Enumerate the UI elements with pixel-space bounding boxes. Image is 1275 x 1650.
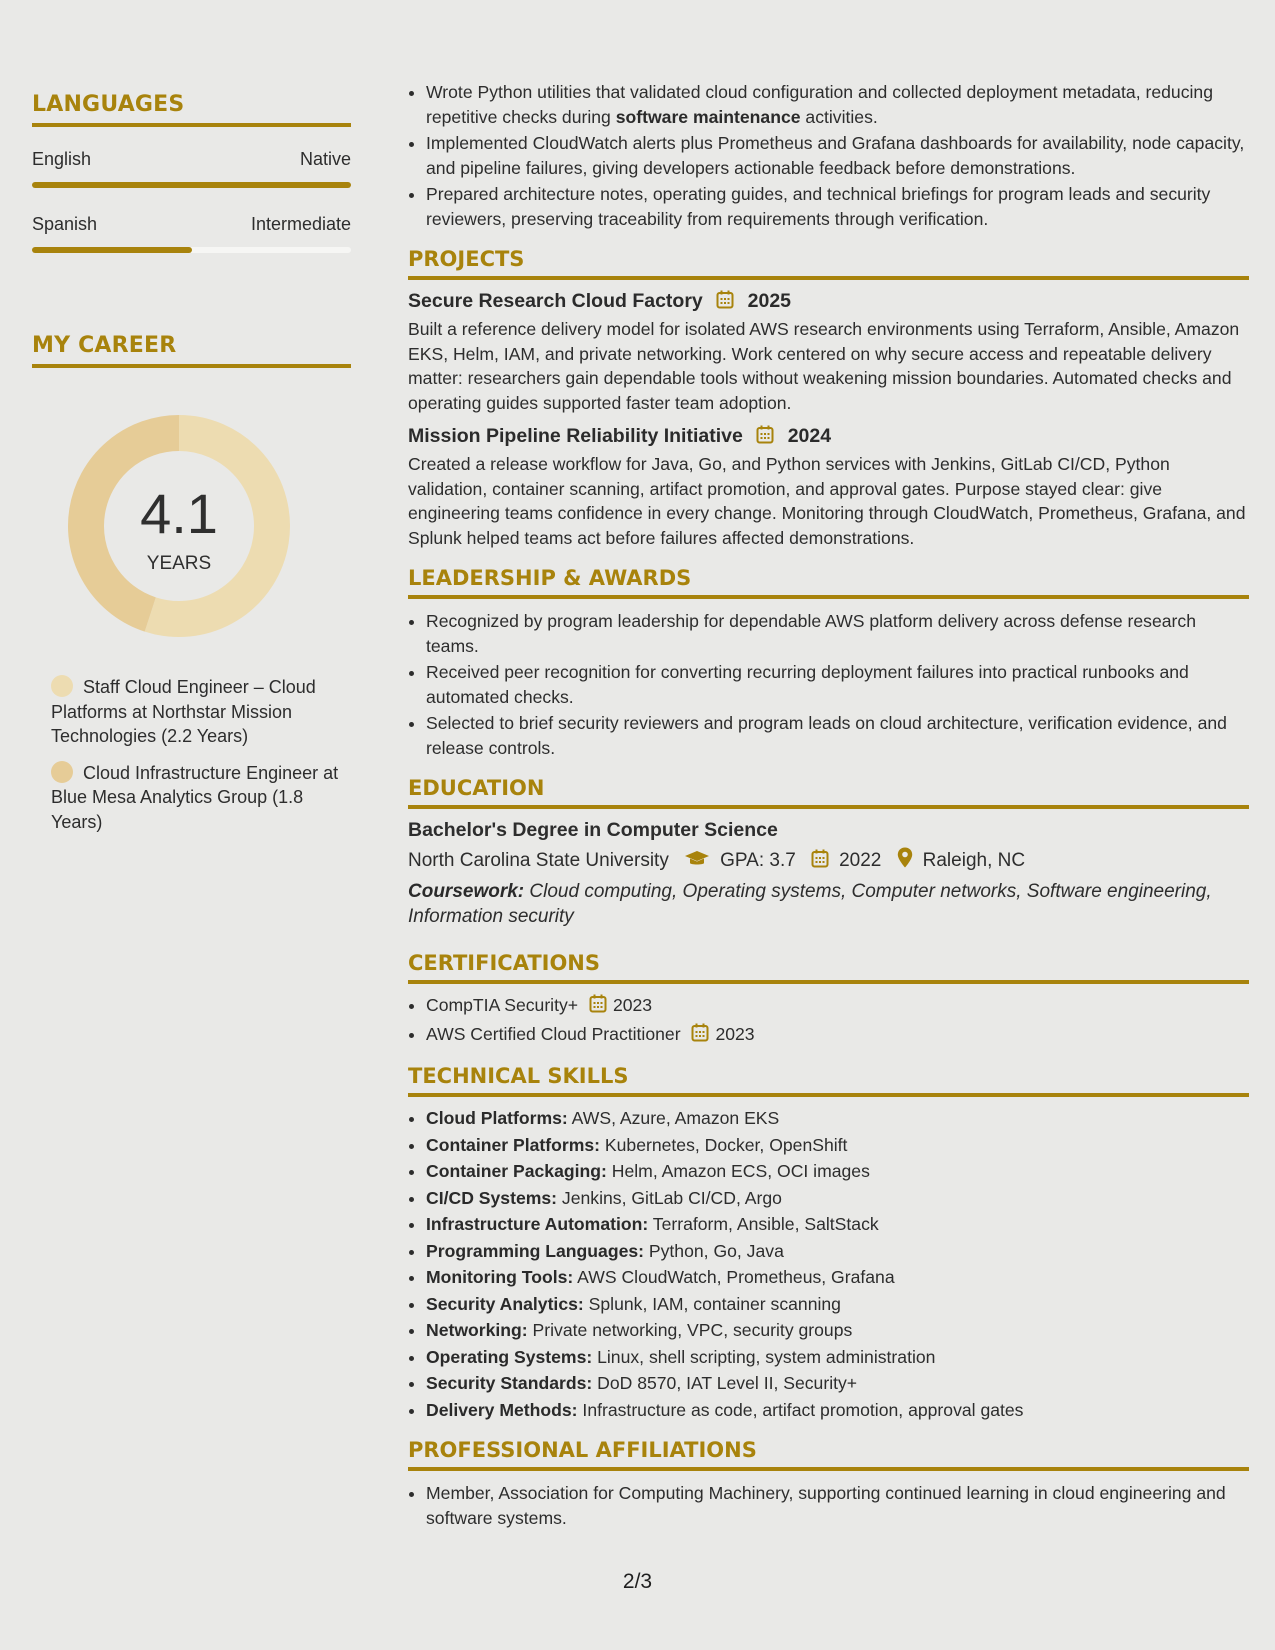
experience-bullet: [426, 182, 1249, 231]
skill-category: Container Packaging:: [426, 1161, 607, 1181]
skills-list: [408, 1106, 1249, 1422]
skill-item: [426, 1106, 1249, 1131]
skill-item: [426, 1371, 1249, 1396]
skill-item: [426, 1186, 1249, 1211]
skill-values: Helm, Amazon ECS, OCI images: [606, 1161, 870, 1181]
skill-item: [426, 1212, 1249, 1237]
project-description: Created a release workflow for Java, Go, and Python services with Jenkins, GitLab CI/CD, Python validation, container scanning, artifact promotion, and approval gates. Purpose stayed clear: give engineering teams confidence in every change. Monitoring through CloudWatch, Prometheus, Grafana, and Splunk helped teams act before failures affected demonstrations.: [408, 454, 1246, 548]
calendar-icon: [716, 290, 734, 315]
coursework: [408, 880, 1249, 929]
skill-item: [426, 1133, 1249, 1158]
project-year: 2024: [787, 425, 832, 447]
skill-values: Linux, shell scripting, system administration: [592, 1346, 936, 1367]
skill-item: [426, 1345, 1249, 1370]
skill-category: Programming Languages:: [426, 1240, 644, 1261]
skill-values: AWS CloudWatch, Prometheus, Grafana: [573, 1267, 895, 1287]
certification-year: 2023: [612, 995, 653, 1015]
certification-item: [426, 1022, 1249, 1049]
legend-dot: [51, 675, 73, 697]
language-item-english: [32, 149, 351, 188]
skills-section: [408, 1064, 1249, 1422]
career-legend-item: [51, 675, 341, 749]
calendar-icon: [756, 425, 774, 450]
project-item: [408, 290, 1249, 415]
page-number: 2/3: [622, 1570, 653, 1593]
map-pin-icon: [897, 847, 913, 874]
education-location: Raleigh, NC: [922, 850, 1026, 871]
language-item-spanish: [32, 214, 351, 253]
main-content: [408, 80, 1249, 1532]
skill-category: Infrastructure Automation:: [426, 1214, 649, 1234]
leadership-item: • Received peer recognition for converting recurring deployment failures into practical runbooks and automated checks.: [426, 660, 1249, 709]
calendar-icon: [691, 1023, 709, 1049]
skill-item: [426, 1239, 1249, 1264]
education-title: EDUCATION: [408, 776, 1249, 809]
legend-label: Staff Cloud Engineer – Cloud Platforms at Northstar Mission Technologies (2.2 Years): [51, 677, 316, 746]
leadership-item: • Recognized by program leadership for dependable AWS platform delivery across defense research teams.: [426, 609, 1249, 658]
education-details: [408, 847, 1249, 874]
skill-values: Splunk, IAM, container scanning: [583, 1293, 841, 1314]
skill-values: Private networking, VPC, security groups: [527, 1320, 853, 1340]
language-bar: [32, 182, 351, 188]
skill-values: AWS, Azure, Amazon EKS: [567, 1108, 780, 1128]
skill-item: [426, 1159, 1249, 1184]
calendar-icon: [589, 994, 607, 1020]
experience-bullet: [426, 131, 1249, 180]
project-name: Mission Pipeline Reliability Initiative: [408, 425, 743, 447]
skill-category: Monitoring Tools:: [426, 1267, 574, 1287]
affiliations-title: PROFESSIONAL AFFILIATIONS: [408, 1438, 1249, 1471]
graduation-cap-icon: [684, 850, 710, 874]
experience-bullets: [408, 80, 1249, 231]
skill-category: Delivery Methods:: [426, 1399, 578, 1420]
skill-values: Kubernetes, Docker, OpenShift: [600, 1134, 848, 1155]
bullet-bold-text: software maintenance: [615, 106, 801, 127]
skills-title: TECHNICAL SKILLS: [408, 1064, 1249, 1097]
experience-bullet: [426, 80, 1249, 129]
project-year: 2025: [747, 290, 792, 312]
certification-name: AWS Certified Cloud Practitioner: [426, 1023, 681, 1044]
legend-dot: [51, 761, 73, 783]
skill-category: Networking:: [426, 1320, 528, 1340]
calendar-icon: [811, 849, 829, 874]
project-description: Built a reference delivery model for isolated AWS research environments using Terraform, Ansible, Amazon EKS, Helm, IAM, and private networking. Work centered on why secure access and repeatable delivery matter: researchers gain dependable tools without weakening mission boundaries. Automated checks and operating guides supported faster team adoption.: [408, 319, 1240, 413]
affiliation-item: • Member, Association for Computing Machinery, supporting continued learning in cloud engineering and software systems.: [426, 1481, 1249, 1530]
skill-values: Infrastructure as code, artifact promotion, approval gates: [577, 1399, 1024, 1420]
degree-name: Bachelor's Degree in Computer Science: [408, 819, 778, 841]
leadership-title: LEADERSHIP & AWARDS: [408, 566, 1249, 599]
certifications-title: CERTIFICATIONS: [408, 951, 1249, 984]
project-item: [408, 425, 1249, 550]
certification-year: 2023: [715, 1023, 755, 1044]
career-years-unit: YEARS: [146, 553, 212, 574]
languages-title: LANGUAGES: [32, 92, 351, 127]
projects-title: PROJECTS: [408, 247, 1249, 280]
language-bar: [32, 247, 351, 253]
skill-category: CI/CD Systems:: [426, 1187, 558, 1208]
education-year: 2022: [839, 850, 882, 871]
project-name: Secure Research Cloud Factory: [408, 290, 703, 312]
projects-section: [408, 247, 1249, 550]
sidebar: [32, 92, 351, 846]
skill-values: DoD 8570, IAT Level II, Security+: [592, 1373, 858, 1393]
legend-label: Cloud Infrastructure Engineer at Blue Mesa Analytics Group (1.8 Years): [51, 762, 339, 832]
skill-values: Jenkins, GitLab CI/CD, Argo: [557, 1187, 782, 1208]
career-legend-item: [51, 761, 341, 835]
skill-values: Python, Go, Java: [644, 1240, 784, 1261]
skill-category: Security Standards:: [426, 1373, 593, 1393]
education-section: [408, 776, 1249, 929]
skill-item: [426, 1292, 1249, 1317]
affiliations-section: [408, 1438, 1249, 1530]
school-name: North Carolina State University: [408, 850, 669, 871]
bullet-text-end: activities.: [800, 106, 878, 127]
language-level: Intermediate: [250, 214, 351, 234]
skill-category: Container Platforms:: [426, 1134, 601, 1155]
language-bar-fill: [32, 182, 351, 188]
career-title: MY CAREER: [32, 333, 351, 368]
bullet-text: Wrote Python utilities that validated cloud configuration and collected deployment metadata, reducing repetitive checks during: [426, 82, 1213, 127]
language-name: Spanish: [32, 214, 98, 234]
skill-category: Operating Systems:: [426, 1346, 593, 1367]
skill-item: [426, 1398, 1249, 1423]
leadership-item: • Selected to brief security reviewers and program leads on cloud architecture, verification evidence, and release controls.: [426, 711, 1249, 760]
leadership-section: [408, 566, 1249, 760]
language-level: Native: [299, 149, 351, 169]
skill-category: Cloud Platforms:: [426, 1108, 568, 1128]
coursework-label: Coursework:: [408, 881, 525, 902]
certifications-section: [408, 951, 1249, 1048]
skill-item: [426, 1318, 1249, 1343]
skill-item: [426, 1265, 1249, 1290]
skill-category: Security Analytics:: [426, 1293, 584, 1314]
bullet-text: Implemented CloudWatch alerts plus Prometheus and Grafana dashboards for availability, node capacity, and pipeline failures, giving developers actionable feedback before demonstrations.: [426, 133, 1245, 178]
career-legend: [51, 675, 341, 834]
bullet-text: Prepared architecture notes, operating guides, and technical briefings for program leads and security reviewers, preserving traceability from requirements through verification.: [426, 184, 1211, 229]
career-donut-chart: [64, 411, 294, 641]
certification-item: [426, 993, 1249, 1020]
coursework-list: Cloud computing, Operating systems, Computer networks, Software engineering, Information security: [408, 881, 1212, 927]
certification-name: CompTIA Security+: [426, 995, 579, 1015]
language-name: English: [32, 149, 92, 169]
skill-values: Terraform, Ansible, SaltStack: [648, 1214, 879, 1234]
language-bar-fill: [32, 247, 192, 253]
career-total-years: 4.1: [140, 482, 218, 545]
gpa: GPA: 3.7: [720, 850, 796, 871]
